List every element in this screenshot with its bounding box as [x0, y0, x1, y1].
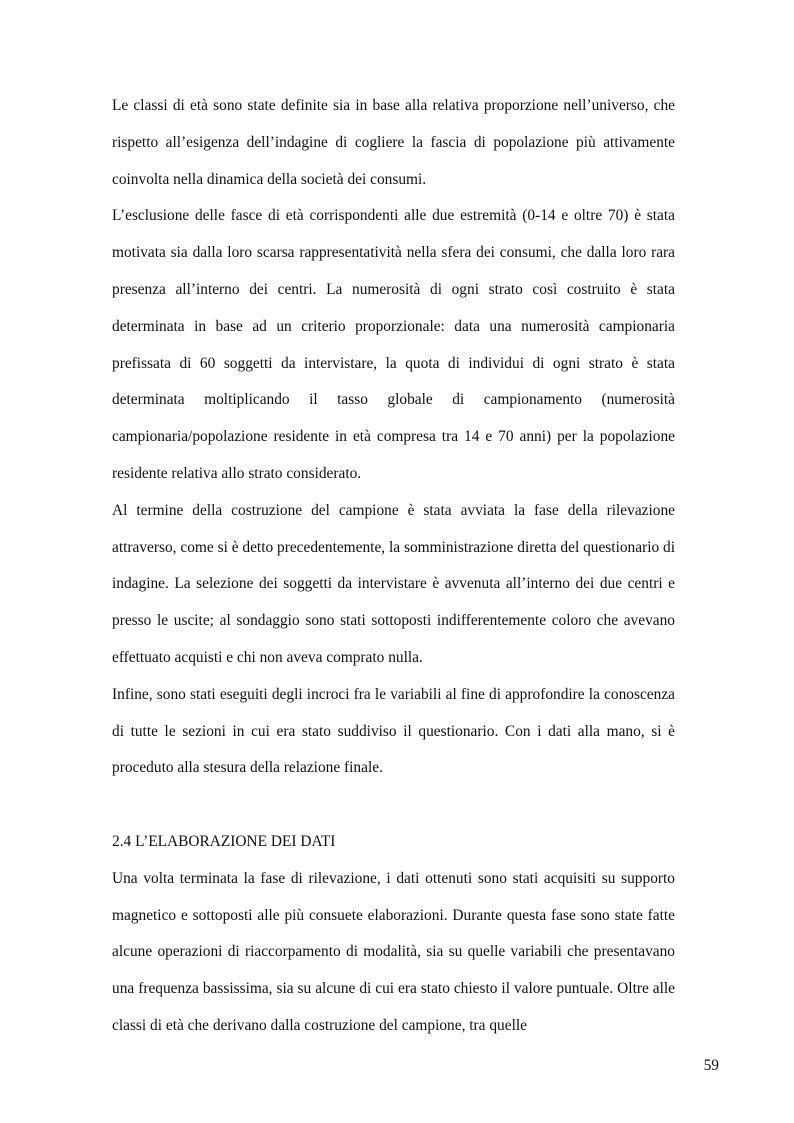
paragraph-cross-analysis: Infine, sono stati eseguiti degli incroci fra le variabili al fine di approfondire la conoscenza di tutte le sezioni in cui era stato suddiviso il questionario. Con i dati alla mano, si è proceduto alla stesura della relazione finale.: [112, 685, 675, 777]
paragraph-age-classes: Le classi di età sono state definite sia in base alla relativa proporzione nell’universo, che rispetto all’esigenza dell’indagine di cogliere la fascia di popolazione più attivamente coinvolta nella dinamica della società dei consumi.: [112, 97, 675, 188]
paragraph-age-exclusion: L’esclusione delle fasce di età corrispondenti alle due estremità (0-14 e oltre 70) è stata motivata sia dalla loro scarsa rappresentatività nella sfera dei consumi, che dalla loro rara presenza all’interno dei centri. La numerosità di ogni strato così costruito è stata determinata in base ad un criterio proporzionale: data una numerosità campionaria prefissata di 60 soggetti da intervistare, la quota di individui di ogni strato è stata determinata moltiplicando il tasso globale di campionamento (numerosità campionaria/popolazione residente in età compresa tra 14 e 70 anni) per la popolazione residente relativa allo strato considerato.: [112, 207, 675, 482]
page-number: 59: [703, 1057, 719, 1074]
section-heading: 2.4 L’ELABORAZIONE DEI DATI: [112, 832, 336, 850]
paragraph-data-processing: Una volta terminata la fase di rilevazione, i dati ottenuti sono stati acquisiti su supporto magnetico e sottoposti alle più consuete elaborazioni. Durante questa fase sono state fatte alcune operazioni di riaccorpamento di modalità, sia su quelle variabili che presentavano una frequenza bassissima, sia su alcune di cui era stato chiesto il valore puntuale. Oltre alle classi di età che derivano dalla costruzione del campione, tra quelle: [112, 869, 675, 1034]
paragraph-survey-phase: Al termine della costruzione del campione è stata avviata la fase della rilevazione attraverso, come si è detto precedentemente, la somministrazione diretta del questionario di indagine. La selezione dei soggetti da intervistare è avvenuta all’interno dei due centri e presso le uscite; al sondaggio sono stati sottoposti indifferentemente coloro che avevano effettuato acquisti e chi non aveva comprato nulla.: [112, 501, 675, 666]
page-body: [112, 88, 675, 1045]
